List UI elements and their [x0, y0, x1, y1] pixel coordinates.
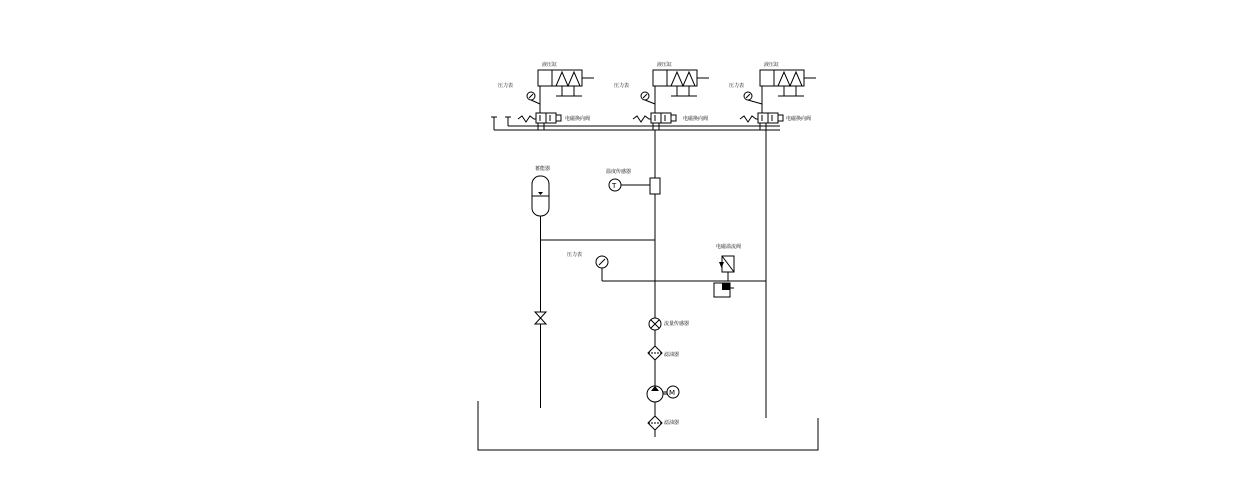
flow-sensor — [649, 318, 689, 346]
gauge-label-1: 压力表 — [498, 83, 514, 89]
oil-reservoir — [478, 401, 818, 450]
accumulator-label: 蓄能器 — [535, 166, 551, 172]
motor-symbol: M — [669, 389, 676, 397]
actuator-unit-2 — [614, 61, 709, 130]
actuator-unit-3 — [729, 61, 816, 130]
suction-filter — [648, 416, 679, 437]
solenoid-relief-valve — [714, 243, 741, 297]
hydraulic-cylinder-2 — [653, 70, 709, 96]
solenoid-valve-1 — [518, 113, 561, 123]
pressure-gauge-1 — [527, 92, 540, 104]
pump-motor-unit — [647, 386, 679, 416]
actuator-unit-1 — [498, 61, 594, 130]
valve-label-1: 电磁换向阀 — [565, 116, 591, 122]
cylinder-label-3: 液压缸 — [764, 62, 780, 68]
gauge-label-2: 压力表 — [614, 83, 630, 89]
cylinder-label-1: 液压缸 — [542, 62, 558, 68]
temp-sensor-label: 温度传感器 — [606, 169, 632, 175]
valve-label-2: 电磁换向阀 — [683, 116, 709, 122]
pressure-gauge-3 — [744, 92, 762, 104]
temperature-sensor — [606, 168, 660, 194]
pressure-gauge-2 — [641, 92, 655, 104]
system-pressure-gauge — [567, 251, 766, 281]
solenoid-valve-2 — [633, 113, 676, 123]
hydraulic-cylinder-3 — [760, 70, 816, 96]
filter-label-2: 滤油器 — [664, 420, 680, 426]
filter-label-1: 滤油器 — [664, 352, 680, 358]
valve-label-3: 电磁换向阀 — [786, 116, 812, 122]
pressure-filter — [648, 346, 679, 386]
cylinder-label-2: 液压缸 — [657, 62, 673, 68]
solenoid-valve-3 — [740, 113, 783, 123]
system-gauge-label: 压力表 — [567, 252, 583, 258]
relief-valve-label: 电磁溢流阀 — [716, 244, 742, 250]
temp-symbol: T — [612, 182, 617, 190]
gauge-label-3: 压力表 — [729, 83, 745, 89]
accumulator — [532, 165, 550, 312]
hydraulic-cylinder-1 — [538, 70, 594, 96]
flow-sensor-label: 流量传感器 — [664, 321, 690, 327]
manual-shutoff-valve — [535, 312, 546, 408]
